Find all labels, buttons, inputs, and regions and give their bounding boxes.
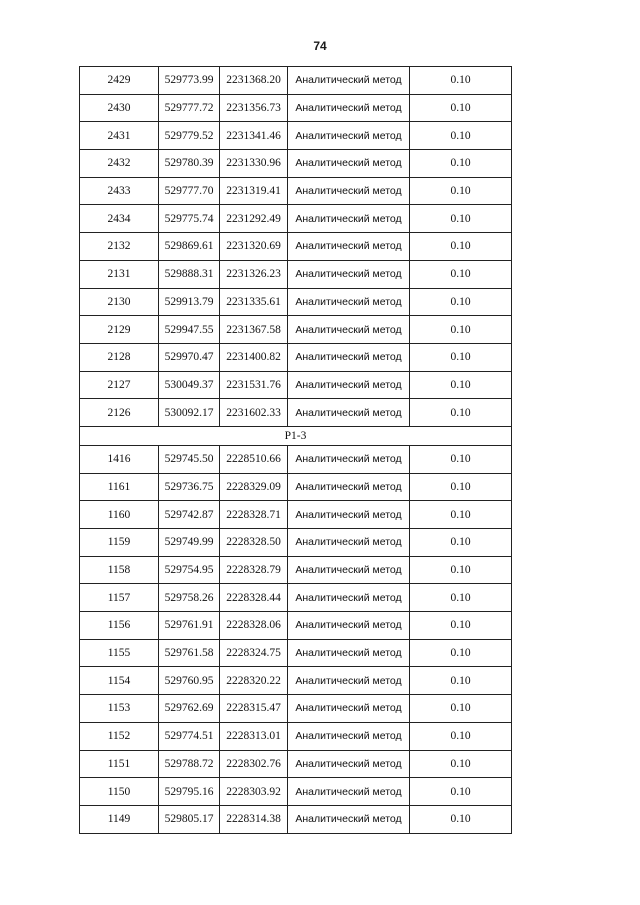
point-number-cell: 1149 bbox=[80, 805, 159, 833]
precision-cell: 0.10 bbox=[410, 556, 512, 584]
table-row bbox=[80, 722, 512, 750]
y-coordinate-cell: 2228303.92 bbox=[220, 778, 288, 806]
table-row bbox=[80, 371, 512, 399]
x-coordinate-cell: 529742.87 bbox=[159, 501, 220, 529]
point-number-cell: 1154 bbox=[80, 667, 159, 695]
y-coordinate-cell: 2231326.23 bbox=[220, 260, 288, 288]
table-row bbox=[80, 501, 512, 529]
table-row bbox=[80, 122, 512, 150]
precision-cell: 0.10 bbox=[410, 667, 512, 695]
method-text: Аналитический метод bbox=[295, 74, 402, 87]
table-row bbox=[80, 177, 512, 205]
method-text: Аналитический метод bbox=[295, 813, 402, 826]
x-coordinate-cell: 529795.16 bbox=[159, 778, 220, 806]
point-number-cell: 2432 bbox=[80, 150, 159, 178]
y-coordinate-cell: 2231356.73 bbox=[220, 94, 288, 122]
method-text: Аналитический метод bbox=[295, 564, 402, 577]
x-coordinate-cell: 529774.51 bbox=[159, 722, 220, 750]
method-text: Аналитический метод bbox=[295, 730, 402, 743]
precision-cell: 0.10 bbox=[410, 445, 512, 473]
method-cell bbox=[288, 639, 410, 667]
method-text: Аналитический метод bbox=[295, 268, 402, 281]
table-row bbox=[80, 67, 512, 95]
y-coordinate-cell: 2228320.22 bbox=[220, 667, 288, 695]
method-cell bbox=[288, 612, 410, 640]
y-coordinate-cell: 2231400.82 bbox=[220, 343, 288, 371]
method-text: Аналитический метод bbox=[295, 619, 402, 632]
table-row bbox=[80, 94, 512, 122]
y-coordinate-cell: 2228328.79 bbox=[220, 556, 288, 584]
point-number-cell: 1160 bbox=[80, 501, 159, 529]
point-number-cell: 2132 bbox=[80, 233, 159, 261]
x-coordinate-cell: 529869.61 bbox=[159, 233, 220, 261]
point-number-cell: 2429 bbox=[80, 67, 159, 95]
point-number-cell: 1153 bbox=[80, 695, 159, 723]
y-coordinate-cell: 2231368.20 bbox=[220, 67, 288, 95]
y-coordinate-cell: 2228329.09 bbox=[220, 473, 288, 501]
method-cell bbox=[288, 722, 410, 750]
method-cell bbox=[288, 67, 410, 95]
point-number-cell: 2434 bbox=[80, 205, 159, 233]
point-number-cell: 1150 bbox=[80, 778, 159, 806]
point-number-cell: 2129 bbox=[80, 316, 159, 344]
y-coordinate-cell: 2228313.01 bbox=[220, 722, 288, 750]
point-number-cell: 1151 bbox=[80, 750, 159, 778]
precision-cell: 0.10 bbox=[410, 67, 512, 95]
method-cell bbox=[288, 501, 410, 529]
precision-cell: 0.10 bbox=[410, 260, 512, 288]
method-text: Аналитический метод bbox=[295, 185, 402, 198]
table-row bbox=[80, 750, 512, 778]
method-text: Аналитический метод bbox=[295, 295, 402, 308]
x-coordinate-cell: 529947.55 bbox=[159, 316, 220, 344]
method-text: Аналитический метод bbox=[295, 674, 402, 687]
y-coordinate-cell: 2228328.71 bbox=[220, 501, 288, 529]
point-number-cell: 1157 bbox=[80, 584, 159, 612]
method-text: Аналитический метод bbox=[295, 480, 402, 493]
method-cell bbox=[288, 288, 410, 316]
y-coordinate-cell: 2231335.61 bbox=[220, 288, 288, 316]
method-cell bbox=[288, 529, 410, 557]
y-coordinate-cell: 2228510.66 bbox=[220, 445, 288, 473]
table-row bbox=[80, 529, 512, 557]
x-coordinate-cell: 529761.91 bbox=[159, 612, 220, 640]
method-cell bbox=[288, 150, 410, 178]
x-coordinate-cell: 529773.99 bbox=[159, 67, 220, 95]
table-row bbox=[80, 778, 512, 806]
precision-cell: 0.10 bbox=[410, 584, 512, 612]
method-cell bbox=[288, 122, 410, 150]
method-text: Аналитический метод bbox=[295, 129, 402, 142]
table-row bbox=[80, 316, 512, 344]
method-text: Аналитический метод bbox=[295, 323, 402, 336]
coordinates-table bbox=[79, 66, 512, 834]
table-row bbox=[80, 805, 512, 833]
method-cell bbox=[288, 399, 410, 427]
point-number-cell: 2130 bbox=[80, 288, 159, 316]
y-coordinate-cell: 2228328.06 bbox=[220, 612, 288, 640]
precision-cell: 0.10 bbox=[410, 612, 512, 640]
point-number-cell: 1416 bbox=[80, 445, 159, 473]
table-row bbox=[80, 288, 512, 316]
page-number: 74 bbox=[313, 39, 327, 53]
method-text: Аналитический метод bbox=[295, 702, 402, 715]
point-number-cell: 1156 bbox=[80, 612, 159, 640]
x-coordinate-cell: 529745.50 bbox=[159, 445, 220, 473]
x-coordinate-cell: 529888.31 bbox=[159, 260, 220, 288]
table-row bbox=[80, 556, 512, 584]
section-header-row bbox=[80, 426, 512, 445]
y-coordinate-cell: 2231320.69 bbox=[220, 233, 288, 261]
precision-cell: 0.10 bbox=[410, 94, 512, 122]
precision-cell: 0.10 bbox=[410, 205, 512, 233]
method-cell bbox=[288, 584, 410, 612]
table-row bbox=[80, 445, 512, 473]
precision-cell: 0.10 bbox=[410, 150, 512, 178]
method-text: Аналитический метод bbox=[295, 157, 402, 170]
method-cell bbox=[288, 556, 410, 584]
x-coordinate-cell: 529777.72 bbox=[159, 94, 220, 122]
method-text: Аналитический метод bbox=[295, 102, 402, 115]
precision-cell: 0.10 bbox=[410, 639, 512, 667]
method-text: Аналитический метод bbox=[295, 508, 402, 521]
method-cell bbox=[288, 343, 410, 371]
y-coordinate-cell: 2231602.33 bbox=[220, 399, 288, 427]
precision-cell: 0.10 bbox=[410, 177, 512, 205]
point-number-cell: 2131 bbox=[80, 260, 159, 288]
method-text: Аналитический метод bbox=[295, 378, 402, 391]
y-coordinate-cell: 2228302.76 bbox=[220, 750, 288, 778]
x-coordinate-cell: 530049.37 bbox=[159, 371, 220, 399]
table-row bbox=[80, 584, 512, 612]
method-cell bbox=[288, 750, 410, 778]
method-cell bbox=[288, 695, 410, 723]
method-text: Аналитический метод bbox=[295, 406, 402, 419]
y-coordinate-cell: 2231341.46 bbox=[220, 122, 288, 150]
precision-cell: 0.10 bbox=[410, 695, 512, 723]
table-row bbox=[80, 399, 512, 427]
precision-cell: 0.10 bbox=[410, 399, 512, 427]
method-cell bbox=[288, 473, 410, 501]
x-coordinate-cell: 529805.17 bbox=[159, 805, 220, 833]
method-text: Аналитический метод bbox=[295, 453, 402, 466]
point-number-cell: 2431 bbox=[80, 122, 159, 150]
table-row bbox=[80, 205, 512, 233]
x-coordinate-cell: 529758.26 bbox=[159, 584, 220, 612]
table-row bbox=[80, 667, 512, 695]
point-number-cell: 1152 bbox=[80, 722, 159, 750]
section-label: Р1-3 bbox=[80, 426, 512, 445]
precision-cell: 0.10 bbox=[410, 316, 512, 344]
method-cell bbox=[288, 205, 410, 233]
point-number-cell: 2430 bbox=[80, 94, 159, 122]
x-coordinate-cell: 530092.17 bbox=[159, 399, 220, 427]
precision-cell: 0.10 bbox=[410, 122, 512, 150]
y-coordinate-cell: 2231292.49 bbox=[220, 205, 288, 233]
table-row bbox=[80, 695, 512, 723]
method-cell bbox=[288, 371, 410, 399]
precision-cell: 0.10 bbox=[410, 750, 512, 778]
method-text: Аналитический метод bbox=[295, 785, 402, 798]
precision-cell: 0.10 bbox=[410, 473, 512, 501]
precision-cell: 0.10 bbox=[410, 778, 512, 806]
precision-cell: 0.10 bbox=[410, 371, 512, 399]
method-cell bbox=[288, 778, 410, 806]
method-text: Аналитический метод bbox=[295, 351, 402, 364]
table-row bbox=[80, 260, 512, 288]
precision-cell: 0.10 bbox=[410, 343, 512, 371]
x-coordinate-cell: 529970.47 bbox=[159, 343, 220, 371]
point-number-cell: 2128 bbox=[80, 343, 159, 371]
table-body bbox=[80, 67, 512, 834]
table-row bbox=[80, 473, 512, 501]
point-number-cell: 1161 bbox=[80, 473, 159, 501]
x-coordinate-cell: 529788.72 bbox=[159, 750, 220, 778]
method-text: Аналитический метод bbox=[295, 212, 402, 225]
y-coordinate-cell: 2231531.76 bbox=[220, 371, 288, 399]
table-row bbox=[80, 343, 512, 371]
method-cell bbox=[288, 260, 410, 288]
x-coordinate-cell: 529761.58 bbox=[159, 639, 220, 667]
point-number-cell: 2433 bbox=[80, 177, 159, 205]
method-text: Аналитический метод bbox=[295, 591, 402, 604]
table-row bbox=[80, 639, 512, 667]
precision-cell: 0.10 bbox=[410, 722, 512, 750]
point-number-cell: 1159 bbox=[80, 529, 159, 557]
method-cell bbox=[288, 805, 410, 833]
x-coordinate-cell: 529913.79 bbox=[159, 288, 220, 316]
point-number-cell: 2127 bbox=[80, 371, 159, 399]
x-coordinate-cell: 529777.70 bbox=[159, 177, 220, 205]
x-coordinate-cell: 529762.69 bbox=[159, 695, 220, 723]
x-coordinate-cell: 529780.39 bbox=[159, 150, 220, 178]
method-cell bbox=[288, 94, 410, 122]
table-row bbox=[80, 612, 512, 640]
precision-cell: 0.10 bbox=[410, 529, 512, 557]
method-text: Аналитический метод bbox=[295, 757, 402, 770]
method-cell bbox=[288, 445, 410, 473]
precision-cell: 0.10 bbox=[410, 805, 512, 833]
x-coordinate-cell: 529749.99 bbox=[159, 529, 220, 557]
method-text: Аналитический метод bbox=[295, 240, 402, 253]
precision-cell: 0.10 bbox=[410, 233, 512, 261]
y-coordinate-cell: 2228328.44 bbox=[220, 584, 288, 612]
point-number-cell: 1155 bbox=[80, 639, 159, 667]
x-coordinate-cell: 529760.95 bbox=[159, 667, 220, 695]
y-coordinate-cell: 2228328.50 bbox=[220, 529, 288, 557]
x-coordinate-cell: 529775.74 bbox=[159, 205, 220, 233]
y-coordinate-cell: 2231330.96 bbox=[220, 150, 288, 178]
precision-cell: 0.10 bbox=[410, 288, 512, 316]
method-cell bbox=[288, 667, 410, 695]
method-cell bbox=[288, 233, 410, 261]
y-coordinate-cell: 2231319.41 bbox=[220, 177, 288, 205]
precision-cell: 0.10 bbox=[410, 501, 512, 529]
x-coordinate-cell: 529779.52 bbox=[159, 122, 220, 150]
y-coordinate-cell: 2231367.58 bbox=[220, 316, 288, 344]
method-cell bbox=[288, 316, 410, 344]
method-text: Аналитический метод bbox=[295, 647, 402, 660]
method-text: Аналитический метод bbox=[295, 536, 402, 549]
y-coordinate-cell: 2228315.47 bbox=[220, 695, 288, 723]
x-coordinate-cell: 529754.95 bbox=[159, 556, 220, 584]
x-coordinate-cell: 529736.75 bbox=[159, 473, 220, 501]
table-row bbox=[80, 150, 512, 178]
point-number-cell: 1158 bbox=[80, 556, 159, 584]
y-coordinate-cell: 2228324.75 bbox=[220, 639, 288, 667]
y-coordinate-cell: 2228314.38 bbox=[220, 805, 288, 833]
method-cell bbox=[288, 177, 410, 205]
table-row bbox=[80, 233, 512, 261]
point-number-cell: 2126 bbox=[80, 399, 159, 427]
